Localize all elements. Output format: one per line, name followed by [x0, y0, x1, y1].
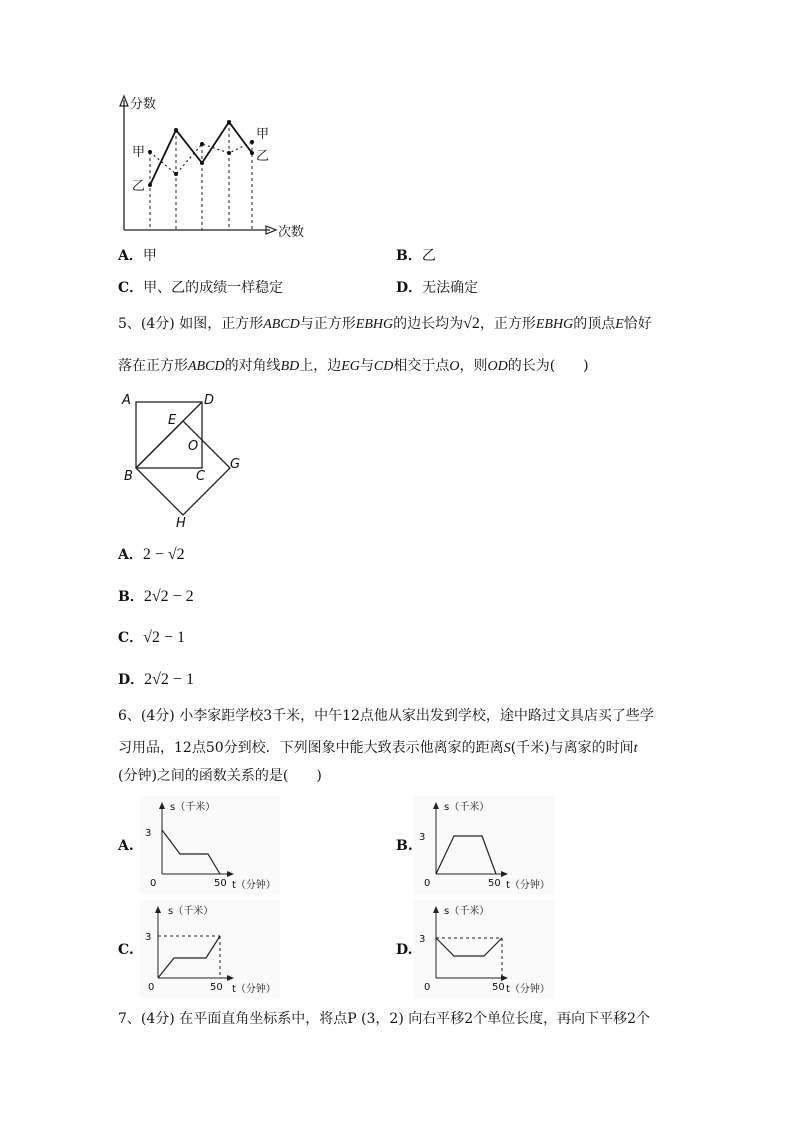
q6-option-b[interactable]: B.: [396, 838, 413, 854]
q5-option-b[interactable]: B．2√2 − 2: [118, 588, 194, 605]
q4-option-a[interactable]: [118, 246, 157, 266]
q5-stem-line1: 5、(4分) 如图，正方形ABCD与正方形EBHG的边长均为√2，正方形EBHG的顶点E恰好: [118, 315, 652, 332]
q5-option-a[interactable]: A．2 − √2: [118, 546, 185, 563]
q6-stem-line1: 6、(4分) 小李家距学校3千米，中午12点他从家出发到学校，途中路过文具店买了些学: [118, 708, 654, 724]
svg-text:3: 3: [419, 832, 426, 843]
q5-stem-line2: 落在正方形ABCD的对角线BD上，边EG与CD相交于点O，则OD的长为( ): [118, 358, 589, 374]
label-A: A: [122, 393, 131, 408]
q5-option-c[interactable]: C．√2 − 1: [118, 629, 185, 646]
label-H: H: [176, 516, 186, 530]
svg-text:50: 50: [492, 982, 505, 993]
svg-text:3: 3: [145, 932, 152, 943]
svg-text:s（千米）: s（千米）: [444, 802, 490, 813]
svg-text:0: 0: [424, 878, 431, 889]
label-D: D: [204, 393, 215, 408]
q6-graph-d: [414, 900, 554, 998]
q6-stem-line2: 习用品，12点50分到校．下列图象中能大致表示他离家的距离S(千米)与离家的时间t: [118, 740, 638, 756]
svg-text:3: 3: [419, 934, 426, 945]
label-C: C: [196, 469, 206, 484]
option-text: 无法确定: [422, 280, 479, 296]
q6-graph-c: [140, 900, 280, 998]
option-text: 甲: [142, 248, 157, 264]
sqrt2-value: √2: [463, 315, 480, 332]
svg-text:50: 50: [488, 878, 501, 889]
dashed-guides: [150, 122, 252, 230]
series-yi: [150, 122, 252, 185]
q4-score-chart: [110, 90, 330, 240]
q6-option-a[interactable]: A.: [118, 838, 134, 854]
q6-option-d[interactable]: D.: [396, 942, 413, 958]
q6-stem-line3: (分钟)之间的函数关系的是( ): [118, 768, 322, 784]
svg-text:0: 0: [150, 878, 157, 889]
label-jia-right: 甲: [256, 127, 270, 142]
label-G: G: [230, 457, 241, 472]
q6-graph-b: [414, 796, 554, 894]
label-jia-left: 甲: [132, 145, 146, 160]
svg-text:t（分钟）: t（分钟）: [506, 880, 550, 891]
x-axis-label: 次数: [278, 225, 305, 240]
svg-text:t（分钟）: t（分钟）: [506, 984, 550, 995]
q5-squares-figure: [118, 388, 248, 530]
label-B: B: [124, 469, 133, 484]
q4-option-d[interactable]: [396, 278, 478, 298]
label-E: E: [168, 413, 177, 428]
svg-text:50: 50: [214, 878, 227, 889]
q7-stem-line1: 7、(4分) 在平面直角坐标系中，将点P (3，2) 向右平移2个单位长度，再向下平移2个: [118, 1011, 651, 1027]
svg-text:50: 50: [210, 982, 223, 993]
svg-text:s（千米）: s（千米）: [168, 906, 214, 917]
option-text: 乙: [421, 248, 436, 264]
q4-option-c[interactable]: [118, 278, 283, 298]
svg-text:s（千米）: s（千米）: [170, 802, 216, 813]
label-yi-left: 乙: [132, 179, 146, 194]
option-key: B．: [396, 248, 422, 264]
svg-text:0: 0: [424, 982, 431, 993]
svg-text:s（千米）: s（千米）: [444, 906, 490, 917]
q6-option-c[interactable]: C.: [118, 942, 134, 958]
svg-text:3: 3: [145, 828, 152, 839]
svg-text:0: 0: [148, 982, 155, 993]
svg-text:t（分钟）: t（分钟）: [232, 880, 276, 891]
series-jia: [150, 142, 252, 174]
option-key: D．: [396, 280, 423, 296]
q6-graph-a: [140, 796, 280, 894]
label-O: O: [188, 439, 199, 454]
y-axis-label: 分数: [130, 97, 157, 112]
svg-text:t（分钟）: t（分钟）: [232, 984, 276, 995]
q5-option-d[interactable]: D．2√2 − 1: [118, 671, 194, 688]
option-key: C．: [118, 280, 144, 296]
q4-option-b[interactable]: [396, 246, 436, 266]
option-key: A．: [118, 248, 143, 264]
option-text: 甲、乙的成绩一样稳定: [143, 280, 284, 296]
label-yi-right: 乙: [256, 149, 270, 164]
